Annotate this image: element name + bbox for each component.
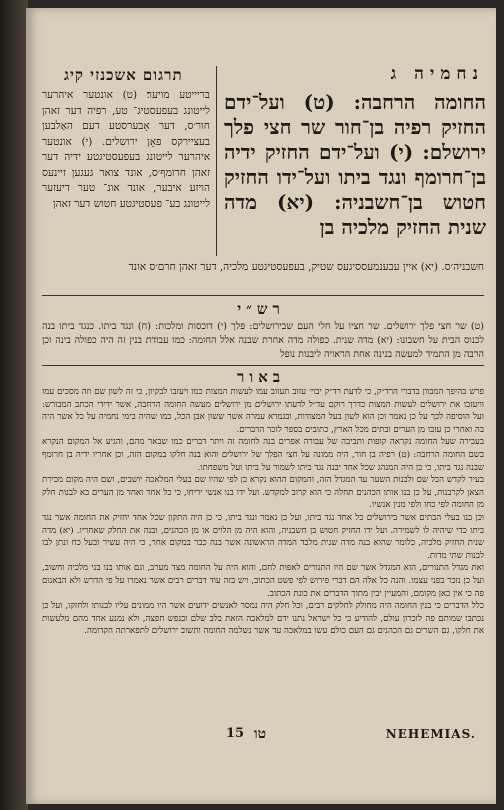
biur-paragraph: כלל הדברים כי בנין החומה היה מחולק לחלקים רבים, וכל חלק היה נמסר לאנשים ידועים אשר היו ממונים עליו לבנותו ולחזקו, ועל כן נכתבו שמותם פה לזכרון עולם, להודיע כי כל ישראל נתנו ידם למלאכה הזאת בלב שלם ובנפש חפצה, ולא נמנע אחד מהם מלעשות את חלקו, גם השרים גם הכהנים גם העם כולם עשו במלאכה עד אשר נשלמה החומה ותשוב ירושלים לתפארתה הקדומה. (42, 601, 484, 637)
rashi-rule-top (42, 295, 484, 296)
biur-paragraph: בעבירה שעל החומה נקראה קופות ותביבה של עבורה אפרים בנה לחומה זה ויתר דברים כמו שבאר מהם, והגיע אל המקום הנקרא בשם החומה הרחבה: (ט) רפיה בן חור, היה ממונה על חצי הפלך של ירושלים והוא בנה חלקו במקום הזה, וכן אחריו ידיה בן חרומף שבנה נגד ביתו, כי כן היה המנהג שכל אחד יבנה נגד ביתו לשמור על ביתו ועל משפחתו. (42, 437, 484, 473)
biur-commentary (42, 386, 484, 704)
column-divider (216, 66, 217, 256)
rashi-title: רש״י (237, 300, 285, 318)
page-footer (26, 726, 496, 746)
biur-rule-top (42, 365, 484, 366)
targum-column (42, 88, 210, 212)
book-page (26, 8, 496, 804)
book-title-header: נחמיה ג (390, 64, 484, 84)
targum-continued-text: חשבניה׳ס. (יא) איין עבענמעססיגעס שטיק, בעפעסטיגטע מלכיה, דער זאהן חרם׳ס אונד (128, 261, 484, 273)
targum-header: תרגום אשכנזי קיג (64, 66, 183, 84)
biblical-verse-block: החומה הרחבה: (ט) ועל־ידם החזיק רפיה בן־חור שר חצי פלך ירושלם: (י) ועל־ידם החזיק ידיה בן־חרומף ונגד ביתו ועל־ידו החזיק חטוש בן־חשבניה: (יא) מדה שנית החזיק מלכיה בן (224, 90, 486, 239)
book-spine (0, 0, 28, 810)
rashi-commentary (42, 320, 484, 362)
biur-paragraph: בעיר לקדש הכל שם ולבנות השער עד המגדל הזה, והמקום ההוא נקרא כן לפי שהיו שם בעלי המלאכה יושבים, ושם היה מקום מכירת הצאן לקרבנות, על כן בנו אותו הכהנים תחלה כי הוא קרוב למקדש. ועל ידו בנו אנשי יריחו, כי כל אחד ואחד מן הערים בא לבנות חלק מן החומה לפי כחו ולפי מנין אנשיו. (42, 475, 484, 511)
rashi-text: (ט) שר חצי פלך ירושלים. שר חציו על חלי העם שבירושלים: פלך (י) דוכסות ומלכות: (ח) ונגד ביתו. כנגד ביתו בנה לכנוס הבית על חשבונו: (יא) מדה שנית. כפולה מדה אחרת שבנה אלל החומה: כמו עבודת בנין זה היה כפולה בינה וכן הרבה מן התמיד למעשה בנינה אחת הראויה ליבנות נופל (42, 321, 484, 360)
biur-title: באור (236, 368, 286, 386)
page-number: 15 (226, 726, 245, 741)
biblical-text (224, 90, 486, 240)
running-title: NEHEMIAS. (385, 727, 476, 741)
biur-paragraph: וכן בנו בעלי הבתים אשר בירושלים כל אחד נגד ביתו, ועל כן נאמר ונגד ביתו, כי כן היה התקון שכל אחד יחזיק את החומה אשר נגד ביתו כדי שיהיה לו לשמירה. ועל ידו החזיק חטוש בן חשבניה, והוא היה מן הלוים או מן הכהנים, ובנה את החלק שאחריו. (יא) מדה שנית החזיק מלכיה, כלומר שהוא בנה מדה שנית מלבד המדה הראשונה אשר בנה כבר במקום אחר, כי היה עשיר ובעל כח ונתן לבו לבנות שתי מדות. (42, 512, 484, 561)
biur-paragraph: ואת מגדל התנורים, הוא המגדל אשר שם היו התנורים לאפות לחם, והוא היה על החומה מצד מערב, וגם אותו בנו בני מלכיה וחשוב, ועל כן נזכר בפני עצמו. והנה כל אלה הם דברי פירוש לפי פשט הכתוב, ויש בזה עוד דברים רבים אשר נאמרו על פי הדרש ולא הבאנום פה כי אין כאן מקומם, והמעיין יבין מתוך הדברים את כונת הכתוב. (42, 563, 484, 599)
targum-text: בריייטע מויער׃ (ט) אונטער איהרער לייטונג בעפעסטיג־ טע, רפיה דער זאהן חור׳ס, דער אָבערסטע דעם האַלבען בעציירקס פאָן ירושלים. (י) אונטער איהרער לייטונג בעפעסטיגטע ידיה דער זאהן חרומף׳ס, אונד צואר געגען זיינעס הויזע איבער, אונד אונ־ טער דיעזער לייטונג בע־ פעסטיגטע חטוש דער זאהן (42, 89, 210, 210)
biur-paragraph: פרש בהיפך המבוון בדברי הרד״ק, כי לדעת רד״ק יבוי׳ עזוב תעזוב עמו לעשות המצות כמו ויעזבו לבקיון, כי זה לשון שם וזה מסכים עמו וויעזבו את ירושלים לעשות המצות כדרך רוקם עד״ל לדעתו ירושלים מן ירושלים מעשה החומה הרחבה, אשר ידידי הכתב המבורש: ועל הוסיפה לכך על כן נאמר וכן הוא לשון בעל המצודות, ובגמרא עמרה אשר ששון אבן הכל, כמו שהיה בימי נחמיה על כל אשר היה בה ואחרי כן עזבו מן הערים ובתים מכל הארץ, כתובים בספר לזכר הדברים. (42, 387, 484, 435)
page-number-hebrew: טו (254, 726, 267, 742)
